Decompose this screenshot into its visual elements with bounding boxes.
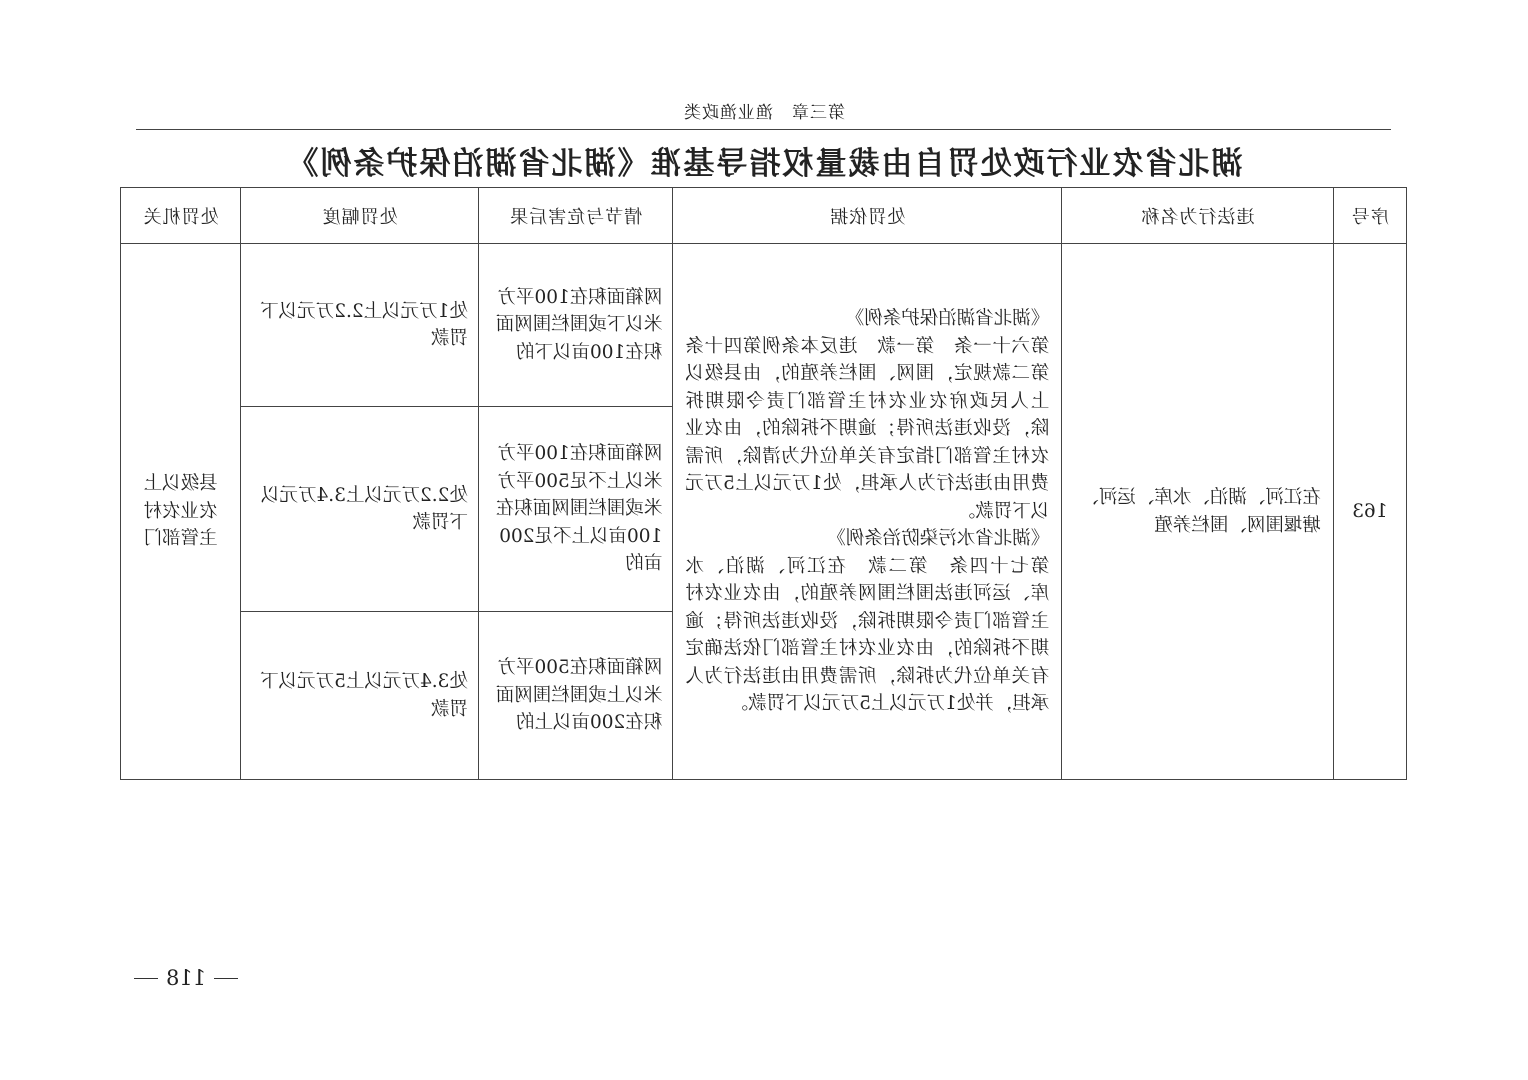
cell-seq: 163 [1333, 244, 1406, 780]
basis-source-2: 《湖北省水污染防治条例》 [827, 528, 1050, 550]
cell-circumstance-2: 网箱面积在100平方米以上不足500平方米或围栏围网面积在100亩以上不足200亩的 [478, 407, 672, 612]
table-header-row [121, 188, 1407, 244]
cell-range-1: 处1万元以上2.2万元以下罚款 [241, 244, 479, 407]
header-circumstance: 情节与危害后果 [478, 188, 672, 244]
discretion-standard-table [120, 187, 1407, 780]
basis-article-2: 第七十四条 第二款 在江河、湖泊、水库、运河违法围栏围网养殖的，由农业农村主管部门责令限期拆除，没收违法所得；逾期不拆除的，由农业农村主管部门依法确定有关单位代为拆除，所需费用由违法行为人承担，并处1万元以上5万元以下罚款。 [685, 555, 1050, 715]
header-seq: 序号 [1333, 188, 1406, 244]
header-range: 处罚幅度 [241, 188, 479, 244]
cell-circumstance-3: 网箱面积在500平方米以上或围栏围网面积在200亩以上的 [478, 612, 672, 780]
cell-range-2: 处2.2万元以上3.4万元以下罚款 [241, 407, 479, 612]
document-title: 湖北省农业行政处罚自由裁量权指导基准《湖北省湖泊保护条例》 [285, 146, 1243, 182]
page-number-dash-right [134, 978, 158, 979]
cell-authority: 县级以上农业农村主管部门 [121, 244, 241, 780]
table-row [121, 244, 1407, 407]
header-violation: 违法行为名称 [1062, 188, 1334, 244]
cell-range-3: 处3.4万元以上5万元以下罚款 [241, 612, 479, 780]
page-number-dash-left [214, 978, 238, 979]
basis-source-1: 《湖北省湖泊保护条例》 [845, 308, 1050, 330]
basis-article-1: 第六十一条 第一款 违反本条例第四十条第二款规定，围网、围栏养殖的，由县级以上人民政府农业农村主管部门责令限期拆除，没收违法所得；逾期不拆除的，由农业农村主管部门指定有关单位代为清除，所需费用由违法行为人承担，处1万元以上5万元以下罚款。 [685, 335, 1050, 522]
page-number [134, 966, 238, 990]
running-head: 第三章 渔业渔政类 [683, 103, 845, 123]
header-rule [136, 129, 1391, 130]
cell-violation: 在江河、湖泊、水库、运河、塘堰围网、围栏养殖 [1062, 244, 1334, 780]
cell-circumstance-1: 网箱面积在100平方米以下或围栏围网面积在100亩以下的 [478, 244, 672, 407]
header-basis: 处罚依据 [673, 188, 1062, 244]
page-number-value: 118 [165, 966, 207, 990]
cell-basis [673, 244, 1062, 780]
header-authority: 处罚机关 [121, 188, 241, 244]
